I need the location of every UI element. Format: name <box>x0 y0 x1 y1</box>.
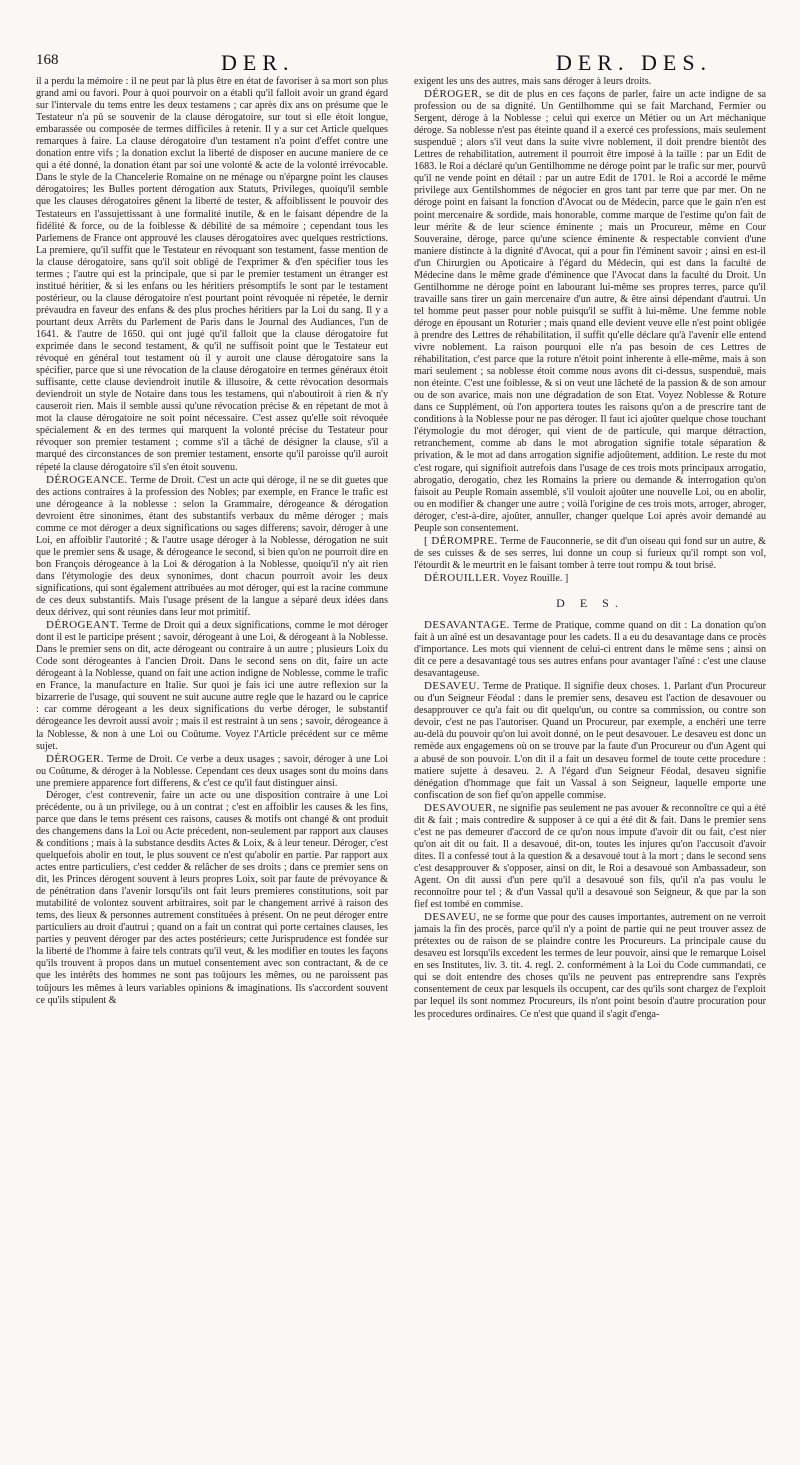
entry-text: Terme de Droit. C'est un acte qui déroge, il ne se dit guetes que des actions contraires à la profession des Nobles; par exemple, en France le trafic est une dérogeance à la noblesse : selon la Grammaire, dérogeance & dérogation devroient être sinonimes, étant des substantifs verbaux du même déroger ; mais comme ce mot déroger a deux significations ou sages differens; savoir, déroger à une Loi, en affoiblir l'autorité ; & l'autre usage déroger à la Noblesse, dérogation ne suit que le premier sens & usage, & dérogeance le second, si bien qu'on ne pourroit dire en bon François dérogeance à la Loi & dérogation à la Noblesse, quoiqu'il n'y ait rien dans l'étymologie des deux synonimes, dont chacun pourroit avoir les deux significations, qui sont également attribuées au mot déroger, qui est la racine commune de ces deux substantifs. Mais l'usage présent de la langue a séparé deux idées dans deux dérivez, qui sont réunies dans leur mot primitif. <box>36 474 388 619</box>
left-column <box>36 76 388 1455</box>
dictionary-entry <box>36 619 388 753</box>
entry-text: se dit de plus en ces façons de parler, faire un acte indigne de sa profession ou de sa dignité. Un Gentilhomme qui se fait Marchand, Fermier ou Sergent, déroge à la Noblesse ; celui qui exerce un Métier ou un Art méchanique déroge. Sa noblesse n'est pas éteinte quand il a exercé ces professions, mais seulement suspenduë ; alors s'il veut dans la suite vivre noblement, il doit prendre bientôt des Lettres de rehabilitation, autrement il pourroit être imposé à la taille : par un Edit de 1683. le Roi a déclaré qu'un Gentilhomme ne déroge point par le trafic sur mer, pourvû qu'il ne vende point en détail : par un autre Edit de 1701. le Roi a accordé le même privilege aux Gentilshommes de négocier en gros tant par terre que par mer. On ne déroge point en faisant la fonction d'Avocat ou de Médecin, parce que le gain n'en est point mercenaire & sordide, mais honorable, comme marque de l'estime qu'on fait de leur mérite & de leur science éminente ; mais un Procureur, même en Cour Souveraine, déroge, parce qu'une science éminente & respectable convient d'une maniere distincte à la dignité d'Avocat, qui a pour fin l'éminent savoir ; ainsi en est-il d'un Chirurgien ou Apoticaire à l'égard du Médecin, qui est dans la faculté de Médecine dans le même grade d'éminence que l'Avocat dans la faculté du Droit. Un Gentilhomme ne déroge point en labourant lui-même ses propres terres, parce qu'il travaille sans tirer un gain mercenaire d'un autre, & être ainsi dépendant d'autrui. Un tel homme peut passer pour noble puisqu'il se suffit à lui-même. Une femme noble déroge en épousant un Roturier ; mais quand elle devient veuve elle n'est point obligée à prendre des Lettres de réhabilitation, il suffit qu'elle déclare qu'à l'avenir elle entend vivre noblement. La raison pourquoi elle n'a pas besoin de ces Lettres de réhabilitation, c'est parce que la roture n'étoit point inherente à elle-même, mais à son mari seulement ; sa noblesse étoit comme nous avons dit ci-dessus, suspenduë, mais non éteinte. C'est une foiblesse, & si on veut une lâcheté de la passion & de son amour ou de son avarice, mais non une dégradation de son Etat. Voyez Noblesse & Roture dans ce Supplément, où l'on apportera toutes les raisons qu'on a de prescrire tant de conditions à la Noblesse pour ne pas déroger. Il faut ici ajoûter quelque chose touchant l'étymologie du mot déroger, qui vient de de particule, qui marque détraction, retranchement, comme ab dans le mot abrogation signifie totale séparation & privation, & le mot ad dans arrogation signifie adjoûtement, addition. Le reste du mot c'est rogare, qui signifioit autrefois dans l'usage de ces trois mots principaux arrogatio, abrogatio, derogatio, chez les Romains la priere ou demande & interrogation qu'on faisoit au Peuple Romain assemblé, s'il vouloit ajoûter une nouvelle Loi, ou en abolir, ou en modifier & changer une autre ; voilà l'origine de ces trois mots, arroger, abroger, déroger, c'est-à-dire, ajoûter, annuller, changer quelque Loi après avoir demandé au Peuple son consentement. <box>414 89 766 534</box>
page-number: 168 <box>36 52 59 68</box>
entry-headword: DESAVANTAGE. <box>424 619 510 632</box>
text-columns <box>36 76 766 1455</box>
entry-text: Terme de Pratique, comme quand on dit : La donation qu'on fait à un aîné est un desavantage pour les cadets. Il a eu du desavantage dans ce procès d'importance. Les mots qui viennent de celui-ci entrent dans le même sens ; ainsi on dit ce pere a desavantagé tous ses autres enfans pour avantager l'aîné : c'est une clause desavantageuse. <box>414 620 766 680</box>
entry-text: Terme de Droit. Ce verbe a deux usages ; savoir, déroger à une Loi ou Coûtume, & déroger à la Noblesse. Cependant ces deux usages sont du moins dans une premiere apparence fort differens, & c'est ce qu'il faut distinguer ainsi. <box>36 753 388 789</box>
paragraph: Déroger, c'est contrevenir, faire un acte ou une disposition contraire à une Loi précédente, ou à un privilege, ou à un contrat ; c'est en affoiblir les causes & les fins, parce que dans le tems présent ces raisons, causes & motifs ont changé & ont produit des changemens dans la Loi ou Acte précedent, non-seulement par rapport aux clauses & conditions ; mais à la substance desdits Actes & Loix, & à leur teneur. Déroger, c'est quelquefois abolir en tout, le plus souvent ce n'est qu'abolir en partie. Par rapport aux actes entre particuliers, c'est cedder & relâcher de ses droits ; dans ce premier sens on dit, les Princes dérogent souvent à leurs propres Loix, soit par faute de prévoyance & de pénétration dans l'avenir lorsqu'ils ont fait leurs premieres constitutions, soit par mutabilité de volontez souvent arbitraires, soit par le changement arrivé à raison des tems, des lieux & personnes autrement constituées à présent. On ne peut déroger entre particuliers au droit d'autrui ; quand on a fait un contrat qui porte certaines clauses, les parties y peuvent déroger par des actes postérieurs; cette Jurisprudence est fondée sur la liberté de l'homme à faire tels contrats qu'il veut, & les modifier en toutes les façons qu'ils trouvent à propos dans un mutuel consentement avec son contractant, & de ce que les intérêts des hommes ne sont pas toûjours les mêmes, ou ne paroissent pas toûjours les mêmes à leurs variables opinions & imaginations. Ils s'accordent souvent ce qu'ils stipulent & <box>36 789 388 1006</box>
left-running-title: DER. <box>221 50 295 75</box>
right-column <box>414 76 766 1455</box>
dictionary-entry <box>414 572 766 585</box>
entry-text: ne se forme que pour des causes importantes, autrement on ne verroit jamais la fin des procès, parce qu'il n'y a point de partie qui ne peut trouver assez de prétextes ou de raison de se plaindre contre les Procureurs. La principale cause du desaveu est lorsqu'ils excedent les termes de leur pouvoir, ainsi que le remarque Loisel en ses Institutes, liv. 3. tit. 4. regl. 2. conformément à la Loi du Code cummandati, ce qui se doit entendre des choses qu'ils ne peuvent pas entreprendre sans l'exprès consentement de ceux par lesquels ils occupent, car des qu'ils sont chargez de l'exploit par lequel ils sont nommez Procureurs, ils n'ont point besoin d'autre procuration pour les procedures ordinaires. Ce n'est que quand il s'agit d'enga- <box>414 912 766 1020</box>
entry-headword: DÉROGER, <box>424 88 482 101</box>
entry-headword: DESAVEU. <box>424 680 480 693</box>
entry-text: ne signifie pas seulement ne pas avouer & reconnoître ce qui a été dit & fait ; mais contredire & supposer à ce qui a été dit & fait. Dans le premier sens c'est ne pas demeurer d'accord de ce qu'on nous impute d'avoir dit ou fait, c'est nier qu'on ait dit ou fait. Il a desavoué, dit-on, toutes les injures qu'on l'accusoit d'avoir dites. Il a confessé tout à la question & a desavoué tout à la mort ; dans le second sens c'est desapprouver & s'opposer, ainsi on dit, le Roi a desavoué son Ambassadeur, son Agent. On dit aussi d'un pere qu'il a desavoué son fils, qu'il n'a pas voulu le reconnoître pour tel ; & d'un Vassal qu'il a desavoué son Seigneur, & que par la son fief est tombé en commise. <box>414 802 766 911</box>
dictionary-entry <box>36 753 388 790</box>
right-running-title: DER. DES. <box>556 50 713 75</box>
section-heading: D E S. <box>556 595 624 610</box>
running-head <box>36 50 766 78</box>
entry-headword: DÉROGEANCE. <box>46 473 128 486</box>
entry-headword: DÉROUILLER. <box>424 571 501 584</box>
dictionary-entry <box>414 619 766 680</box>
continued-paragraph: il a perdu la mémoire : il ne peut par là plus être en état de favoriser à sa mort son plus grand ami ou favori. Pour à quoi pourvoir on a établi qu'il falloit avoir un grand égard sur l'intervale du tems entre les deux testamens ; car après dix ans on présume que le Testateur n'a pû se souvenir de la clause dérogatoire, sur tout si elle étoit longue, embarassée ou composée de termes difficiles à retenir. Il y a sur cet Article quelques remarques à faire. La clause dérogatoire d'un testament n'a point d'effet contre une donation entre vifs ; la donation exclut la liberté de disposer en aucune maniere de ce qui a été donné, la donation étant par soi une volonté & acte de la volonté irrévocable. Dans le style de la Chancelerie Romaine on ne ménage ou n'épargne point les clauses dérogatoires; les Bulles portent dérogation aux Statuts, Privileges, quoiqu'il semble que les clauses dérogatoires gênent la liberté de tester, & affoiblissent le pouvoir des Testateurs en l'assujettissant à une formalité inutile, & en le faisant dépendre de la fidélité & force, ou de la foiblesse & débilité de sa mémoire ; cependant tous les Parlemens de France ont approuvé les clauses dérogatoires avec quelques restrictions. La premiere, qu'il suffit que le Testateur en révoquant son testament, fasse mention de la clause dérogatoire, sans qu'il soit obligé de l'exprimer & d'en spécifier tous les termes ; l'autre qui est la principale, que si par le premier testament un étranger est institué héritier, & si les enfans ou les héritiers présomptifs le sont par le testament postérieur, ou la clause dérogatoire n'est pourtant point révoquée ni répetée, le dernir prévaudra en faveur des enfans & des plus proches héritiers par la Loi du sang. Il y a pourtant deux Arrêts du Parlement de Paris dans le Journal des Audiances, l'un de 1641. & l'autre de 1650. qui ont jugé qu'il falloit que la clause dérogatoire fut exprimée dans le second testament, & qu'il ne suffisoit point que le Testateur eut révoqué en général tout testament où il y auroit une clause dérogatoire sans la spécifier, parce que si une révocation de la clause dérogatoire en termes généraux étoit suffisante, cette clause deviendroit inutile & illusoire, & cette révocation desormais deviendroit un style de Notaire dans tous les testamens, qui n'aboutiroit à rien & n'y causeroit rien. Mais il semble aussi qu'une révocation précise & en répetant de mot à mot la clause dérogatoire ne soit point nécessaire. C'est assez qu'elle soit révoquée spécialement & en des termes qui marquent la volonté précise du Testateur pour révoquer son premier testament ; comme s'il a tâché de désigner la clause, s'il a marqué des circonstances de son premier testament, ensorte qu'il paroisse qu'il auroit répeté la clause dérogatoire s'il s'en étoit souvenu. <box>36 76 388 473</box>
entry-text: Terme de Droit qui a deux significations, comme le mot déroger dont il est le participe présent ; savoir, dérogeant à une Loi, & dérogeant à la Noblesse. Dans le premier sens on dit, acte dérogeant ou contraire à un autre ; plusieurs Loix du Code sont dérogeantes à l'ancien Droit. Dans le second sens on dit, faire un acte dérogeant à la Noblesse, quand on fait une action indigne de Noblesse, comme le trafic en France, la manufacture en Italie. Sur quoi je fais ici une autre reflexion sur la bizarrerie de l'usage, qui souvent ne suit aucune autre regle que le hazard ou le caprice : car comme dérogeant a les deux significations du verbe déroger, le substantif dérogeance les devroit aussi avoir ; mais il est restraint à un sens ; savoir, dérogeance à la Noblesse, & non à une Loi ou Coûtume. Voyez l'Article précédent sur ce même sujet. <box>36 620 388 752</box>
dictionary-entry <box>414 88 766 535</box>
continued-paragraph: exigent les uns des autres, mais sans déroger à leurs droits. <box>414 76 652 87</box>
dictionary-entry <box>414 802 766 911</box>
entry-text: Voyez Rouille. ] <box>500 572 569 584</box>
dictionary-entry <box>414 535 766 572</box>
entry-headword: DÉROGER. <box>46 752 104 765</box>
dictionary-entry <box>414 680 766 801</box>
entry-headword: [ DÉROMPRE. <box>424 534 498 547</box>
entry-headword: DÉROGEANT. <box>46 619 120 632</box>
dictionary-entry <box>36 474 388 620</box>
entry-text: Terme de Fauconnerie, se dit d'un oiseau qui fond sur un autre, & de ses cuisses & de ses serres, lui donne un coup si furieux qu'il rompt son vol, l'étourdit & le meurtrit en le faisant tomber à terre tout rompu & tout brisé. <box>414 535 766 571</box>
entry-text: Terme de Pratique. Il signifie deux choses. 1. Parlant d'un Procureur ou d'un Seigneur Féodal : dans le premier sens, desaveu est l'action de desavouer ou desapprouver ce qu'a fait ou dit quelqu'un, ou contre sa commission, ou contre son devoir, c'est ne pas l'autoriser. Quand un Procureur, par exemple, a enchéri une terre au-delà du pouvoir qu'on lui avoit donné, on le peut desavouer. Le desaveu est donc un remède aux engagemens où on se trouve par la faute d'un Procureur ou d'un Agent qui a abusé de son pouvoir. L'on dit il a fait un desaveu formel de toute cette procedure : matiere sujette à desaveu. 2. A l'égard d'un Seigneur Féodal, desaveu signifie dénégation d'hommage que fait un Vassal à son Seigneur, laquelle emporte une confiscation de son fief qu'on appelle commise. <box>414 681 766 801</box>
entry-headword: DESAVOUER, <box>424 801 496 814</box>
dictionary-entry <box>414 911 766 1020</box>
entry-headword: DESAVEU, <box>424 911 480 924</box>
